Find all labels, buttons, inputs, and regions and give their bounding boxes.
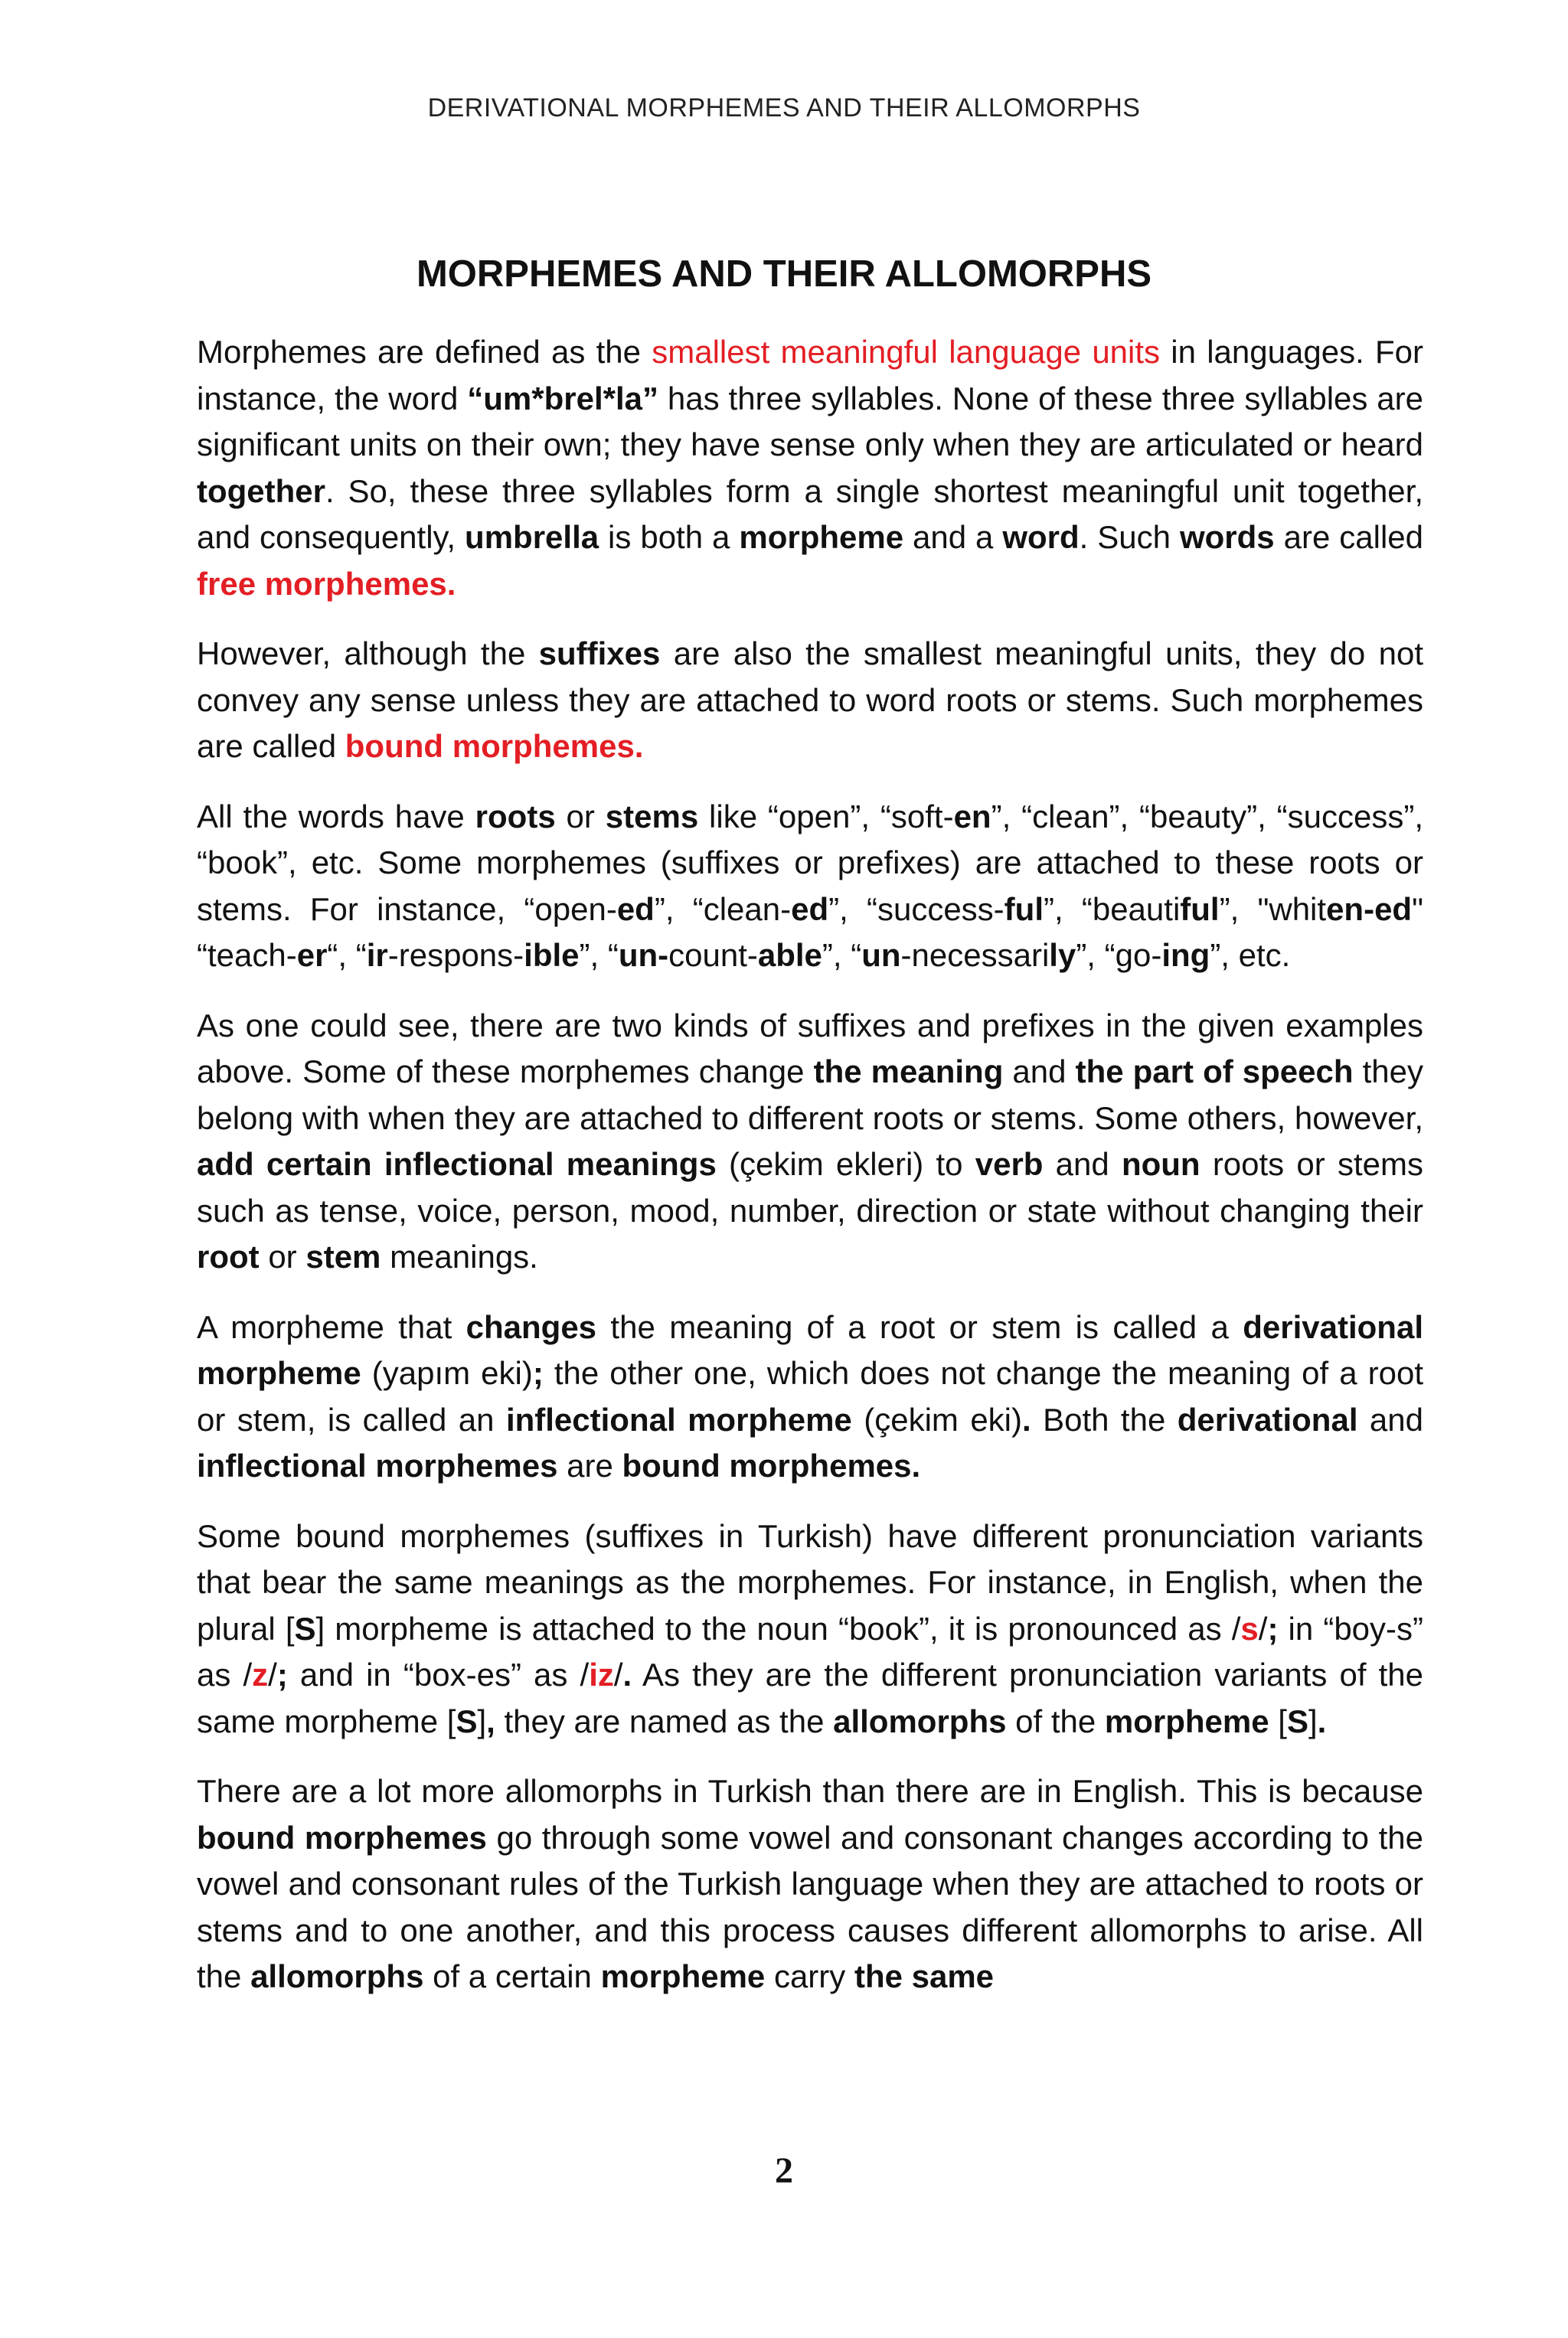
text-run: the other one, which does not change the meaning of a root or stem, is called an <box>197 1355 1423 1438</box>
bold-term: ed <box>616 890 655 927</box>
text-run: A morpheme that <box>197 1308 466 1345</box>
text-run: roots or stems such as tense, voice, person, mood, number, direction or state without changing their <box>197 1146 1423 1229</box>
text-run: carry <box>765 1958 854 1994</box>
text-run: (yapım eki) <box>361 1355 533 1391</box>
bold-term: morpheme <box>600 1958 766 1994</box>
red-highlight: smallest meaningful language units <box>652 334 1161 370</box>
red-bold-term: free morphemes. <box>197 565 456 602</box>
bold-term: the same <box>854 1958 995 1994</box>
text-run: -necessari <box>900 937 1050 973</box>
text-run: [ <box>1269 1703 1287 1739</box>
bold-term: noun <box>1121 1146 1200 1182</box>
text-run: ”, “ <box>822 937 862 973</box>
text-run: / <box>1258 1610 1268 1647</box>
text-run: ”, “clean- <box>654 890 792 927</box>
text-run: go through some vowel and consonant changes according to the vowel and consonant rules of the Turkish language when they are attached to roots or stems and to one another, and this process causes different allomorphs to arise. All the <box>197 1819 1423 1994</box>
text-run: ] <box>1308 1703 1318 1739</box>
bold-term: word <box>1002 519 1080 555</box>
text-run: Some bound morphemes (suffixes in Turkish) have different pronunciation variants that bear the same meanings as the morphemes. For instance, in English, when the plural [ <box>197 1517 1423 1647</box>
text-run: Both the <box>1031 1401 1178 1438</box>
paragraph-free-morphemes <box>197 329 1423 607</box>
running-header: DERIVATIONAL MORPHEMES AND THEIR ALLOMORPHS <box>427 93 1141 122</box>
text-run: has three syllables. None of these three syllables are significant units on their own; they have sense only when they are articulated or heard <box>197 380 1424 462</box>
bold-term: en-ed <box>1326 890 1413 927</box>
bold-term: S <box>456 1703 478 1739</box>
bold-term: en <box>953 798 991 834</box>
text-run: ”, “go- <box>1076 937 1162 973</box>
bold-term: un- <box>618 937 669 973</box>
bold-term: “um*brel*la” <box>467 380 658 416</box>
text-run: -respons- <box>387 937 524 973</box>
paragraph-allomorphs-turkish <box>197 1768 1423 2000</box>
bold-term: allomorphs <box>833 1703 1007 1739</box>
text-run: and in “box-es” as / <box>287 1657 590 1693</box>
page-title: MORPHEMES AND THEIR ALLOMORPHS <box>416 253 1152 295</box>
text-run: All the words have <box>197 798 475 834</box>
bold-term: derivational morpheme <box>197 1308 1423 1391</box>
text-run: they belong with when they are attached to different roots or stems. Some others, however, <box>197 1053 1423 1136</box>
body-text <box>197 329 1423 2024</box>
text-run: " “teach- <box>197 890 1423 973</box>
bold-term: . <box>1317 1703 1327 1739</box>
text-run: . So, these three syllables form a single shortest meaningful unit together, and consequently, <box>197 472 1423 555</box>
red-bold-term: iz <box>589 1657 614 1693</box>
bold-term: derivational <box>1177 1401 1358 1438</box>
text-run: (çekim ekleri) to <box>716 1146 975 1182</box>
bold-term: ing <box>1161 937 1210 973</box>
bold-term: root <box>197 1239 260 1275</box>
bold-term: stems <box>605 798 699 834</box>
text-run: is both a <box>599 519 740 555</box>
bold-term: ful <box>1004 890 1044 927</box>
text-run: of a certain <box>423 1958 601 1994</box>
bold-term: un <box>861 937 901 973</box>
text-run: are called <box>1274 519 1423 555</box>
bold-term: morpheme <box>1104 1703 1269 1739</box>
red-bold-term: bound morphemes. <box>345 728 644 764</box>
paragraph-roots-and-stems <box>197 794 1423 979</box>
text-run: or <box>555 798 606 834</box>
bold-term: inflectional morpheme <box>505 1401 852 1438</box>
text-run: / <box>613 1657 623 1693</box>
bold-term: ; <box>276 1657 288 1693</box>
text-run: ”, “success- <box>828 890 1004 927</box>
bold-term: words <box>1179 519 1275 555</box>
paragraph-two-kinds <box>197 1003 1423 1281</box>
bold-term: ible <box>524 937 580 973</box>
paragraph-allomorphs-english <box>197 1513 1423 1745</box>
text-run: in languages. For instance, the word <box>197 334 1423 416</box>
bold-term: S <box>294 1610 316 1647</box>
paragraph-bound-morphemes <box>197 631 1423 770</box>
bold-term: , <box>486 1703 495 1739</box>
bold-term: ; <box>1267 1610 1279 1647</box>
text-run: ] morpheme is attached to the noun “book”, it is pronounced as / <box>315 1610 1241 1647</box>
text-run: ] <box>477 1703 487 1739</box>
bold-term: . <box>622 1657 632 1693</box>
text-run: ”, "whit <box>1219 890 1327 927</box>
bold-term: ful <box>1180 890 1220 927</box>
bold-term: allomorphs <box>250 1958 424 1994</box>
bold-term: the meaning <box>813 1053 1004 1089</box>
bold-term: changes <box>466 1308 597 1345</box>
text-run: . Such <box>1079 519 1180 555</box>
text-run: like “open”, “soft- <box>698 798 954 834</box>
bold-term: able <box>757 937 822 973</box>
text-run: Morphemes are defined as the <box>197 334 652 370</box>
text-run: ”, etc. <box>1210 937 1291 973</box>
text-run: and a <box>903 519 1003 555</box>
text-run: / <box>268 1657 277 1693</box>
bold-term: ; <box>532 1355 544 1391</box>
bold-term: together <box>197 472 325 509</box>
text-run: ”, “ <box>579 937 619 973</box>
text-run: As they are the different pronunciation variants of the same morpheme [ <box>197 1657 1423 1739</box>
paragraph-derivational-inflectional <box>197 1305 1423 1490</box>
bold-term: umbrella <box>465 519 599 555</box>
bold-term: . <box>1022 1401 1031 1438</box>
red-bold-term: s <box>1240 1610 1259 1647</box>
bold-term: verb <box>975 1146 1044 1182</box>
text-run: or <box>259 1239 306 1275</box>
text-run: are <box>557 1448 622 1484</box>
bold-term: suffixes <box>538 635 661 671</box>
bold-term: roots <box>475 798 556 834</box>
bold-term: inflectional morphemes <box>197 1448 558 1484</box>
text-run: in “boy-s” as / <box>197 1610 1424 1693</box>
text-run: “, “ <box>327 937 367 973</box>
text-run: the meaning of a root or stem is called a <box>596 1308 1243 1345</box>
text-run: However, although the <box>197 635 539 671</box>
text-run: and <box>1357 1401 1424 1438</box>
text-run: are also the smallest meaningful units, they do not convey any sense unless they are attached to word roots or stems. Such morphemes are called <box>197 635 1423 764</box>
text-run: (çekim eki) <box>851 1401 1022 1438</box>
red-bold-term: z <box>252 1657 269 1693</box>
text-run: they are named as the <box>495 1703 834 1739</box>
bold-term: ir <box>366 937 388 973</box>
text-run: As one could see, there are two kinds of suffixes and prefixes in the given examples above. Some of these morphemes change <box>197 1007 1423 1089</box>
bold-term: stem <box>305 1239 381 1275</box>
text-run: meanings. <box>381 1239 538 1275</box>
text-run: of the <box>1006 1703 1105 1739</box>
text-run: and <box>1003 1053 1076 1089</box>
text-run: count- <box>668 937 758 973</box>
bold-term: the part of speech <box>1075 1053 1354 1089</box>
bold-term: ed <box>791 890 829 927</box>
bold-term: bound morphemes <box>197 1819 487 1856</box>
page-number: 2 <box>775 2150 793 2191</box>
text-run: ”, “beauti <box>1043 890 1181 927</box>
bold-term: er <box>296 937 328 973</box>
bold-term: morpheme <box>739 519 904 555</box>
bold-term: S <box>1286 1703 1308 1739</box>
bold-term: ly <box>1049 937 1076 973</box>
bold-term: add certain inflectional meanings <box>197 1146 717 1182</box>
bold-term: bound morphemes. <box>622 1448 921 1484</box>
text-run: There are a lot more allomorphs in Turkish than there are in English. This is because <box>197 1773 1423 1809</box>
text-run: and <box>1043 1146 1122 1182</box>
text-run: ”, “clean”, “beauty”, “success”, “book”, etc. Some morphemes (suffixes or prefixes) are attached to these roots or stems. For instance, “open- <box>197 798 1423 927</box>
